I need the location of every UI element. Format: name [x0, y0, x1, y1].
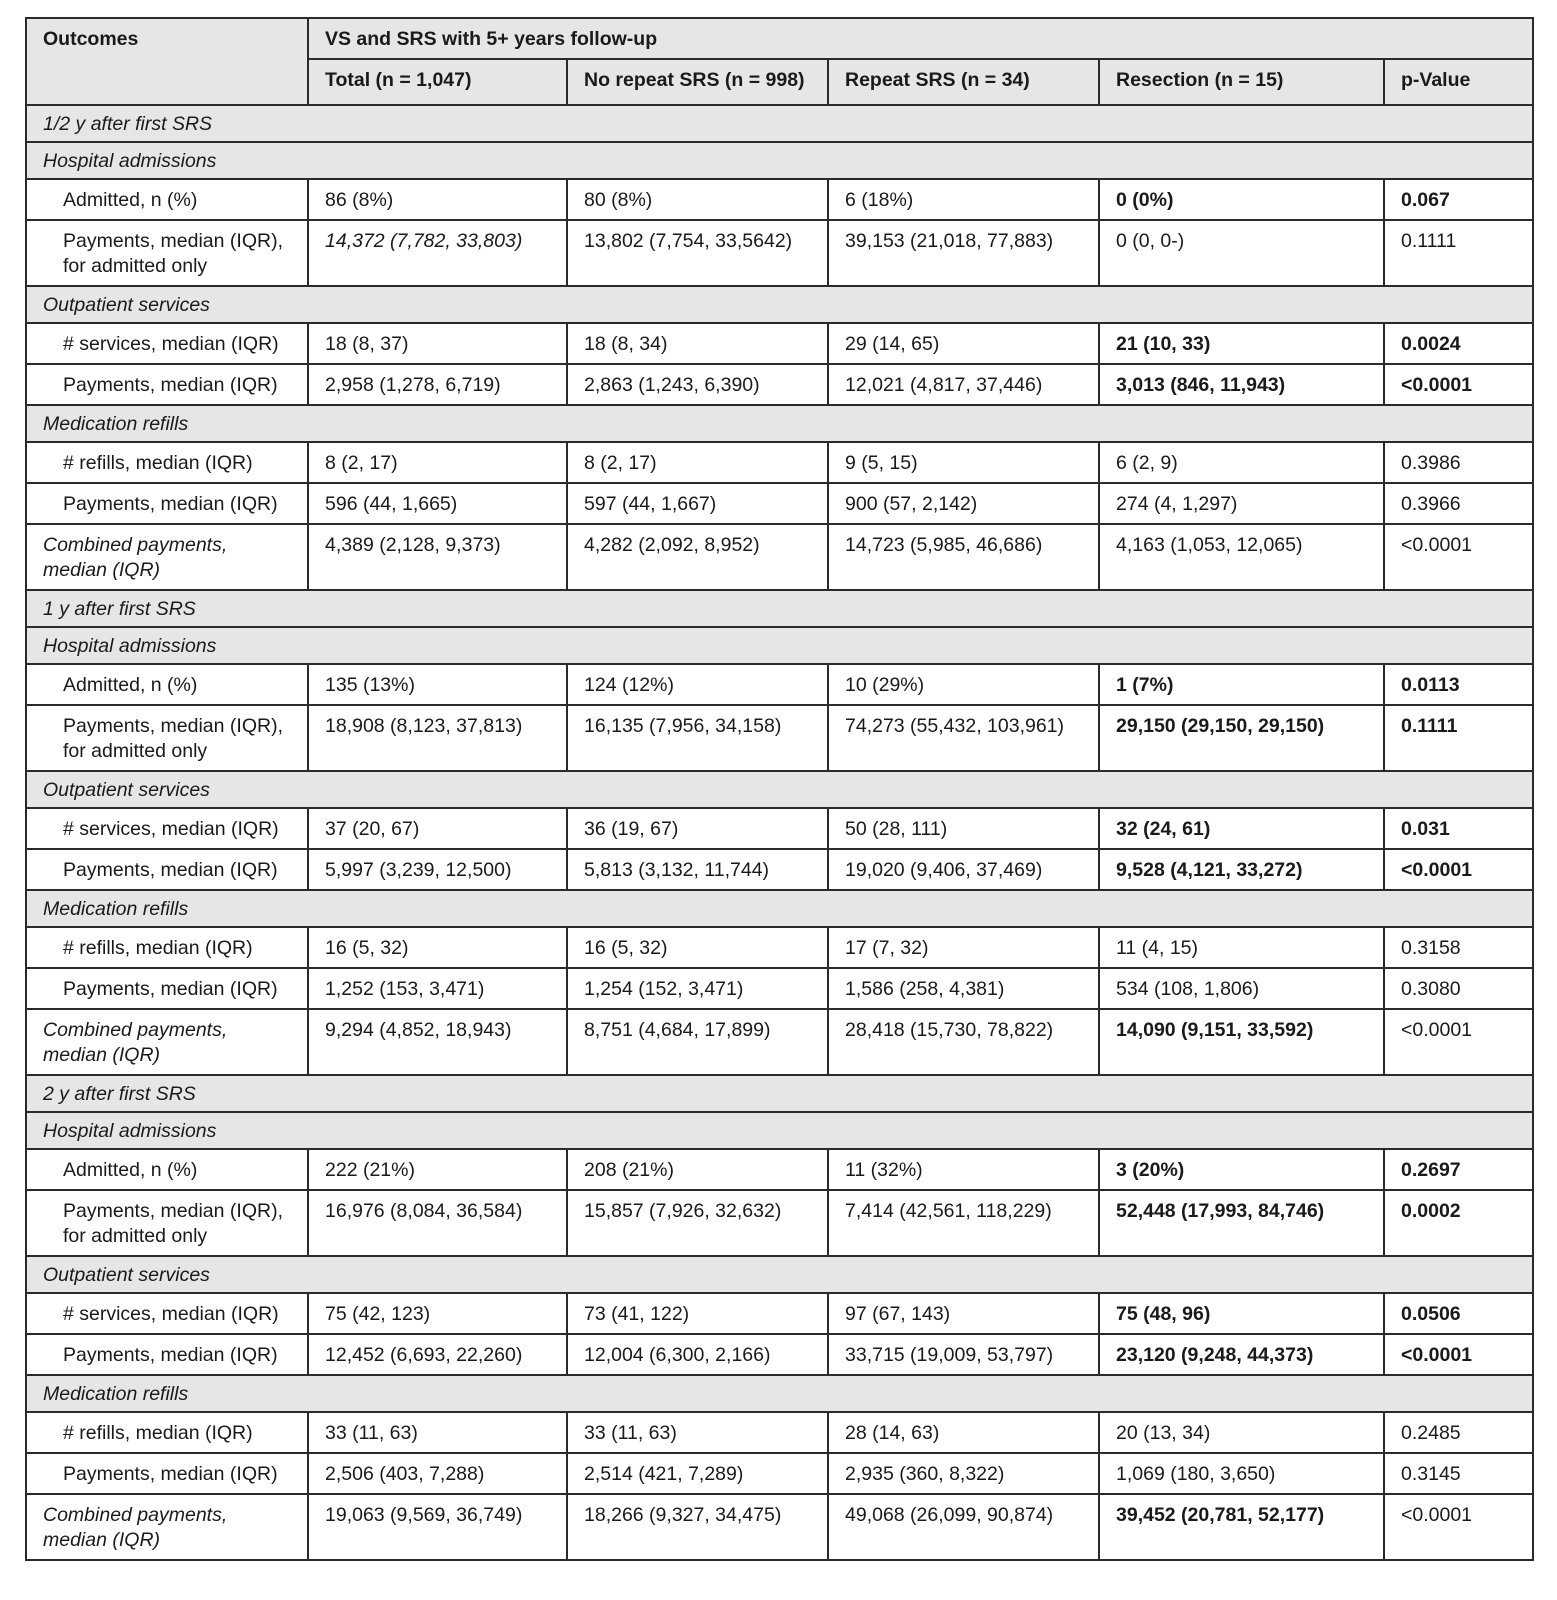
- table-row: [26, 442, 1533, 483]
- cell-norepeat: 208 (21%): [567, 1149, 828, 1190]
- cell-norepeat: 5,813 (3,132, 11,744): [567, 849, 828, 890]
- cell-resection: 6 (2, 9): [1099, 442, 1384, 483]
- cell-norepeat: 597 (44, 1,667): [567, 483, 828, 524]
- combined-payments-row: [26, 1494, 1533, 1560]
- cell-p: 0.3966: [1384, 483, 1533, 524]
- cell-norepeat: 15,857 (7,926, 32,632): [567, 1190, 828, 1256]
- cell-label: Combined payments, median (IQR): [26, 1009, 308, 1075]
- period-header-row: [26, 590, 1533, 627]
- cell-repeat: 17 (7, 32): [828, 927, 1099, 968]
- header-row-1: [26, 18, 1533, 59]
- cell-norepeat: 2,514 (421, 7,289): [567, 1453, 828, 1494]
- cell-norepeat: 13,802 (7,754, 33,5642): [567, 220, 828, 286]
- cell-repeat: 900 (57, 2,142): [828, 483, 1099, 524]
- group-title: Outpatient services: [26, 1256, 1533, 1293]
- cell-p: 0.3080: [1384, 968, 1533, 1009]
- period-header-row: [26, 1075, 1533, 1112]
- cell-total: 33 (11, 63): [308, 1412, 567, 1453]
- cell-p: <0.0001: [1384, 1009, 1533, 1075]
- cell-repeat: 28 (14, 63): [828, 1412, 1099, 1453]
- cell-total: 5,997 (3,239, 12,500): [308, 849, 567, 890]
- group-header-row: [26, 627, 1533, 664]
- table-row: [26, 1149, 1533, 1190]
- cell-p: 0.3158: [1384, 927, 1533, 968]
- cell-p: 0.0113: [1384, 664, 1533, 705]
- group-title: Hospital admissions: [26, 1112, 1533, 1149]
- cell-p: <0.0001: [1384, 364, 1533, 405]
- cell-repeat: 6 (18%): [828, 179, 1099, 220]
- cell-repeat: 11 (32%): [828, 1149, 1099, 1190]
- group-title: Medication refills: [26, 405, 1533, 442]
- header-resection: Resection (n = 15): [1099, 59, 1384, 105]
- cell-resection: 4,163 (1,053, 12,065): [1099, 524, 1384, 590]
- cell-resection: 0 (0, 0-): [1099, 220, 1384, 286]
- group-title: Medication refills: [26, 1375, 1533, 1412]
- cell-total: 596 (44, 1,665): [308, 483, 567, 524]
- period-header-row: [26, 105, 1533, 142]
- cell-norepeat: 33 (11, 63): [567, 1412, 828, 1453]
- cell-resection: 29,150 (29,150, 29,150): [1099, 705, 1384, 771]
- cell-total: 4,389 (2,128, 9,373): [308, 524, 567, 590]
- table-row: [26, 1453, 1533, 1494]
- cell-total: 2,958 (1,278, 6,719): [308, 364, 567, 405]
- cell-total: 75 (42, 123): [308, 1293, 567, 1334]
- header-outcomes: Outcomes: [26, 18, 308, 105]
- table-row: [26, 483, 1533, 524]
- cell-norepeat: 4,282 (2,092, 8,952): [567, 524, 828, 590]
- table-row: [26, 808, 1533, 849]
- table-row: [26, 664, 1533, 705]
- cell-p: 0.0506: [1384, 1293, 1533, 1334]
- cell-label: Payments, median (IQR), for admitted only: [26, 220, 308, 286]
- cell-resection: 534 (108, 1,806): [1099, 968, 1384, 1009]
- period-title: 1/2 y after first SRS: [26, 105, 1533, 142]
- cell-total: 37 (20, 67): [308, 808, 567, 849]
- group-header-row: [26, 890, 1533, 927]
- cell-repeat: 74,273 (55,432, 103,961): [828, 705, 1099, 771]
- cell-p: 0.3145: [1384, 1453, 1533, 1494]
- table-row: [26, 220, 1533, 286]
- cell-label: # services, median (IQR): [26, 808, 308, 849]
- cell-total: 9,294 (4,852, 18,943): [308, 1009, 567, 1075]
- group-title: Hospital admissions: [26, 627, 1533, 664]
- cell-norepeat: 18 (8, 34): [567, 323, 828, 364]
- cell-repeat: 39,153 (21,018, 77,883): [828, 220, 1099, 286]
- cell-repeat: 29 (14, 65): [828, 323, 1099, 364]
- cell-label: # services, median (IQR): [26, 323, 308, 364]
- cell-repeat: 7,414 (42,561, 118,229): [828, 1190, 1099, 1256]
- cell-norepeat: 2,863 (1,243, 6,390): [567, 364, 828, 405]
- cell-p: 0.2485: [1384, 1412, 1533, 1453]
- cell-p: 0.067: [1384, 179, 1533, 220]
- cell-label: Admitted, n (%): [26, 1149, 308, 1190]
- outcomes-table: [25, 17, 1534, 1561]
- cell-repeat: 14,723 (5,985, 46,686): [828, 524, 1099, 590]
- cell-resection: 20 (13, 34): [1099, 1412, 1384, 1453]
- cell-p: <0.0001: [1384, 849, 1533, 890]
- cell-norepeat: 1,254 (152, 3,471): [567, 968, 828, 1009]
- cell-label: # refills, median (IQR): [26, 927, 308, 968]
- cell-total: 14,372 (7,782, 33,803): [308, 220, 567, 286]
- cell-norepeat: 16,135 (7,956, 34,158): [567, 705, 828, 771]
- table-row: [26, 323, 1533, 364]
- cell-p: 0.0002: [1384, 1190, 1533, 1256]
- group-header-row: [26, 771, 1533, 808]
- cell-resection: 21 (10, 33): [1099, 323, 1384, 364]
- table-row: [26, 364, 1533, 405]
- cell-norepeat: 36 (19, 67): [567, 808, 828, 849]
- period-title: 2 y after first SRS: [26, 1075, 1533, 1112]
- cell-label: Combined payments, median (IQR): [26, 524, 308, 590]
- cell-resection: 11 (4, 15): [1099, 927, 1384, 968]
- cell-total: 135 (13%): [308, 664, 567, 705]
- cell-p: 0.0024: [1384, 323, 1533, 364]
- cell-p: 0.031: [1384, 808, 1533, 849]
- cell-norepeat: 124 (12%): [567, 664, 828, 705]
- cell-norepeat: 73 (41, 122): [567, 1293, 828, 1334]
- cell-norepeat: 8,751 (4,684, 17,899): [567, 1009, 828, 1075]
- cell-p: <0.0001: [1384, 1494, 1533, 1560]
- header-repeat: Repeat SRS (n = 34): [828, 59, 1099, 105]
- cell-resection: 32 (24, 61): [1099, 808, 1384, 849]
- cell-repeat: 50 (28, 111): [828, 808, 1099, 849]
- cell-resection: 52,448 (17,993, 84,746): [1099, 1190, 1384, 1256]
- cell-p: <0.0001: [1384, 524, 1533, 590]
- cell-total: 12,452 (6,693, 22,260): [308, 1334, 567, 1375]
- group-title: Outpatient services: [26, 771, 1533, 808]
- cell-label: Payments, median (IQR): [26, 364, 308, 405]
- table-row: [26, 1334, 1533, 1375]
- cell-total: 16 (5, 32): [308, 927, 567, 968]
- cell-repeat: 9 (5, 15): [828, 442, 1099, 483]
- table-body: [26, 105, 1533, 1560]
- cell-p: 0.3986: [1384, 442, 1533, 483]
- cell-repeat: 33,715 (19,009, 53,797): [828, 1334, 1099, 1375]
- header-total: Total (n = 1,047): [308, 59, 567, 105]
- cell-resection: 3 (20%): [1099, 1149, 1384, 1190]
- cell-total: 222 (21%): [308, 1149, 567, 1190]
- table-row: [26, 849, 1533, 890]
- cell-repeat: 10 (29%): [828, 664, 1099, 705]
- cell-repeat: 19,020 (9,406, 37,469): [828, 849, 1099, 890]
- cell-label: # refills, median (IQR): [26, 442, 308, 483]
- cell-resection: 1 (7%): [1099, 664, 1384, 705]
- cell-label: Admitted, n (%): [26, 664, 308, 705]
- cell-total: 16,976 (8,084, 36,584): [308, 1190, 567, 1256]
- cell-norepeat: 80 (8%): [567, 179, 828, 220]
- table-row: [26, 1190, 1533, 1256]
- cell-resection: 9,528 (4,121, 33,272): [1099, 849, 1384, 890]
- cell-resection: 274 (4, 1,297): [1099, 483, 1384, 524]
- group-header-row: [26, 1375, 1533, 1412]
- group-header-row: [26, 286, 1533, 323]
- table-row: [26, 179, 1533, 220]
- cell-label: # services, median (IQR): [26, 1293, 308, 1334]
- cell-repeat: 2,935 (360, 8,322): [828, 1453, 1099, 1494]
- cell-label: Payments, median (IQR): [26, 1334, 308, 1375]
- group-title: Hospital admissions: [26, 142, 1533, 179]
- cell-label: Admitted, n (%): [26, 179, 308, 220]
- cell-label: Payments, median (IQR), for admitted only: [26, 1190, 308, 1256]
- cell-label: Payments, median (IQR): [26, 1453, 308, 1494]
- period-title: 1 y after first SRS: [26, 590, 1533, 627]
- cell-p: <0.0001: [1384, 1334, 1533, 1375]
- group-header-row: [26, 1112, 1533, 1149]
- cell-repeat: 1,586 (258, 4,381): [828, 968, 1099, 1009]
- cell-repeat: 97 (67, 143): [828, 1293, 1099, 1334]
- header-group: VS and SRS with 5+ years follow-up: [308, 18, 1533, 59]
- group-header-row: [26, 1256, 1533, 1293]
- cell-norepeat: 16 (5, 32): [567, 927, 828, 968]
- cell-resection: 39,452 (20,781, 52,177): [1099, 1494, 1384, 1560]
- table-row: [26, 968, 1533, 1009]
- cell-total: 86 (8%): [308, 179, 567, 220]
- cell-repeat: 49,068 (26,099, 90,874): [828, 1494, 1099, 1560]
- cell-label: Payments, median (IQR): [26, 849, 308, 890]
- table-row: [26, 1293, 1533, 1334]
- group-title: Medication refills: [26, 890, 1533, 927]
- header-no-repeat: No repeat SRS (n = 998): [567, 59, 828, 105]
- table-row: [26, 705, 1533, 771]
- cell-total: 1,252 (153, 3,471): [308, 968, 567, 1009]
- header-p-value: p-Value: [1384, 59, 1533, 105]
- cell-label: # refills, median (IQR): [26, 1412, 308, 1453]
- cell-resection: 14,090 (9,151, 33,592): [1099, 1009, 1384, 1075]
- cell-resection: 75 (48, 96): [1099, 1293, 1384, 1334]
- cell-total: 18 (8, 37): [308, 323, 567, 364]
- combined-payments-row: [26, 524, 1533, 590]
- cell-repeat: 12,021 (4,817, 37,446): [828, 364, 1099, 405]
- cell-label: Combined payments, median (IQR): [26, 1494, 308, 1560]
- cell-norepeat: 8 (2, 17): [567, 442, 828, 483]
- group-header-row: [26, 405, 1533, 442]
- table-row: [26, 927, 1533, 968]
- cell-total: 8 (2, 17): [308, 442, 567, 483]
- cell-repeat: 28,418 (15,730, 78,822): [828, 1009, 1099, 1075]
- cell-total: 19,063 (9,569, 36,749): [308, 1494, 567, 1560]
- cell-p: 0.1111: [1384, 705, 1533, 771]
- cell-label: Payments, median (IQR): [26, 483, 308, 524]
- cell-norepeat: 18,266 (9,327, 34,475): [567, 1494, 828, 1560]
- cell-resection: 0 (0%): [1099, 179, 1384, 220]
- cell-p: 0.2697: [1384, 1149, 1533, 1190]
- cell-resection: 23,120 (9,248, 44,373): [1099, 1334, 1384, 1375]
- cell-label: Payments, median (IQR), for admitted only: [26, 705, 308, 771]
- cell-total: 18,908 (8,123, 37,813): [308, 705, 567, 771]
- cell-resection: 3,013 (846, 11,943): [1099, 364, 1384, 405]
- group-title: Outpatient services: [26, 286, 1533, 323]
- cell-resection: 1,069 (180, 3,650): [1099, 1453, 1384, 1494]
- cell-norepeat: 12,004 (6,300, 2,166): [567, 1334, 828, 1375]
- cell-label: Payments, median (IQR): [26, 968, 308, 1009]
- group-header-row: [26, 142, 1533, 179]
- cell-total: 2,506 (403, 7,288): [308, 1453, 567, 1494]
- combined-payments-row: [26, 1009, 1533, 1075]
- table-row: [26, 1412, 1533, 1453]
- cell-p: 0.1111: [1384, 220, 1533, 286]
